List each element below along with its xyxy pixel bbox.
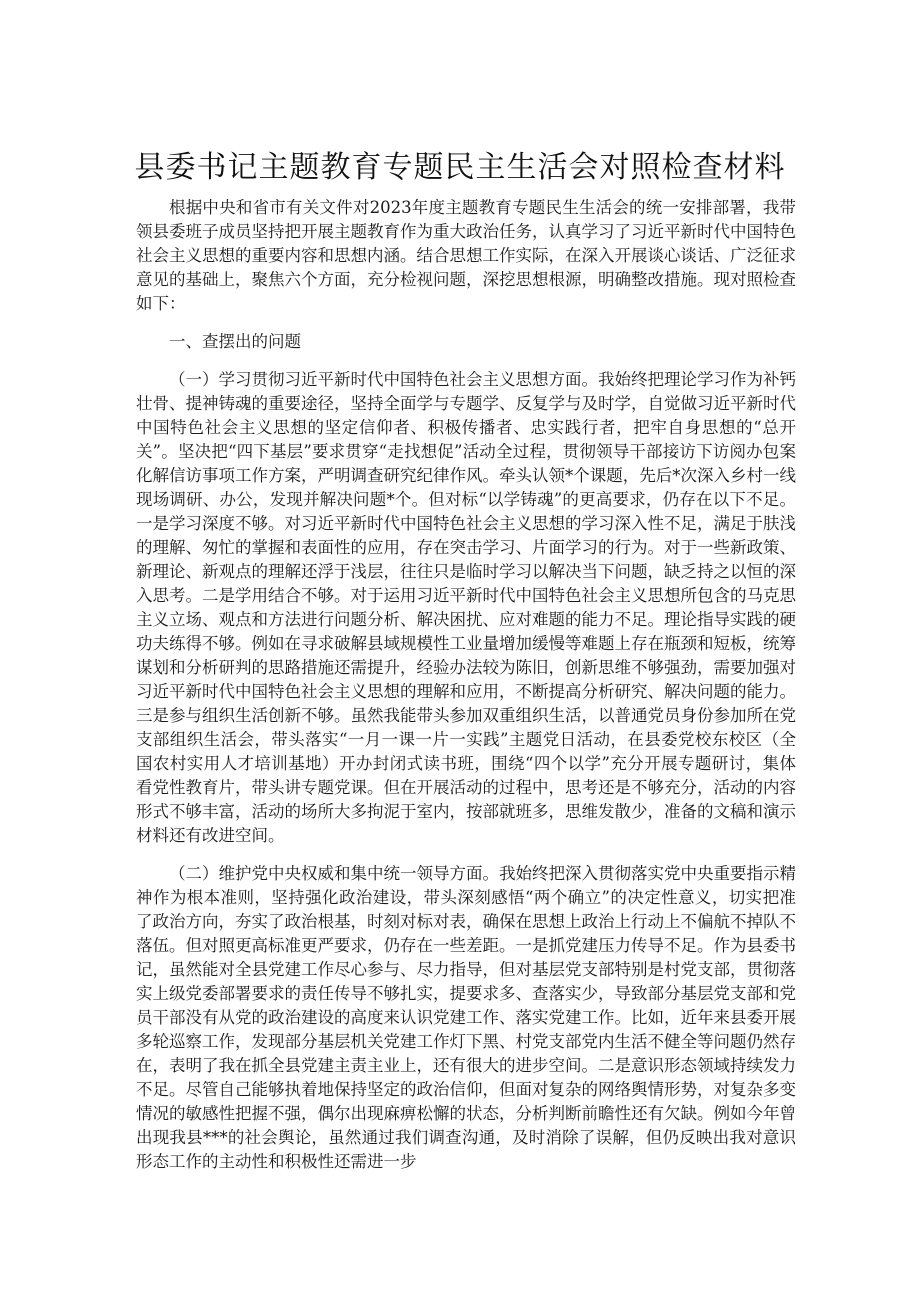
intro-paragraph: 根据中央和省市有关文件对2023年度主题教育专题民生生活会的统一安排部署，我带领县委班子成员坚持把开展主题教育作为重大政治任务，认真学习了习近平新时代中国特色社会主义思想的重要内容和思想内涵。结合思想工作实际，在深入开展谈心谈话、广泛征求意见的基础上，聚焦六个方面，充分检视问题，深挖思想根源，明确整改措施。现对照检查如下： <box>136 198 796 313</box>
section-heading: 一、查摆出的问题 <box>169 332 301 351</box>
body-paragraph: （一）学习贯彻习近平新时代中国特色社会主义思想方面。我始终把理论学习作为补钙壮骨、提神铸魂的重要途径，坚持全面学与专题学、反复学与及时学，自觉做习近平新时代中国特色社会主义思想的坚定信仰者、积极传播者、忠实践行者，把牢自身思想的“总开关”。坚决把“四下基层”要求贯穿“走找想促”活动全过程，贯彻领导干部接访下访阅办包案化解信访事项工作方案，严明调查研究纪律作风。牵头认领*个课题，先后*次深入乡村一线现场调研、办公，发现并解决问题*个。但对标“以学铸魂”的更高要求，仍存在以下不足。一是学习深度不够。对习近平新时代中国特色社会主义思想的学习深入性不足，满足于肤浅的理解、匆忙的掌握和表面性的应用，存在突击学习、片面学习的行为。对于一些新政策、新理论、新观点的理解还浮于浅层，往往只是临时学习以解决当下问题，缺乏持之以恒的深入思考。二是学用结合不够。对于运用习近平新时代中国特色社会主义思想所包含的马克思主义立场、观点和方法进行问题分析、解决困扰、应对难题的能力不足。理论指导实践的硬功夫练得不够。例如在寻求破解县域规模性工业量增加缓慢等难题上存在瓶颈和短板，统筹谋划和分析研判的思路措施还需提升，经验办法较为陈旧，创新思维不够强劲，需要加强对习近平新时代中国特色社会主义思想的理解和应用，不断提高分析研究、解决问题的能力。三是参与组织生活创新不够。虽然我能带头参加双重组织生活，以普通党员身份参加所在党支部组织生活会，带头落实“一月一课一片一实践”主题党日活动，在县委党校东校区（全国农村实用人才培训基地）开办封闭式读书班，围绕“四个以学”充分开展专题研讨，集体看党性教育片，带头讲专题党课。但在开展活动的过程中，思考还是不够充分，活动的内容形式不够丰富，活动的场所大多拘泥于室内，按部就班多，思维发散少，准备的文稿和演示材料还有改进空间。 <box>136 370 796 845</box>
document-body <box>136 196 796 1188</box>
document-title: 县委书记主题教育专题民主生活会对照检查材料 <box>134 150 786 185</box>
body-paragraph: （二）维护党中央权威和集中统一领导方面。我始终把深入贯彻落实党中央重要指示精神作为根本准则，坚持强化政治建设，带头深刻感悟“两个确立”的决定性意义，切实把准了政治方向，夯实了政治根基，时刻对标对表，确保在思想上政治上行动上不偏航不掉队不落伍。但对照更高标准更严要求，仍存在一些差距。一是抓党建压力传导不足。作为县委书记，虽然能对全县党建工作尽心参与、尽力指导，但对基层党支部特别是村党支部，贯彻落实上级党委部署要求的责任传导不够扎实，提要求多、查落实少，导致部分基层党支部和党员干部没有从党的政治建设的高度来认识党建工作、落实党建工作。比如，近年来县委开展多轮巡察工作，发现部分基层机关党建工作灯下黑、村党支部党内生活不健全等问题仍然存在，表明了我在抓全县党建主责主业上，还有很大的进步空间。二是意识形态领域持续发力不足。尽管自己能够执着地保持坚定的政治信仰，但面对复杂的网络舆情形势，对复杂多变情况的敏感性把握不强，偶尔出现麻痹松懈的状态，分析判断前瞻性还有欠缺。例如今年曾出现我县***的社会舆论，虽然通过我们调查沟通，及时消除了误解，但仍反映出我对意识形态工作的主动性和积极性还需进一步 <box>136 864 796 1171</box>
